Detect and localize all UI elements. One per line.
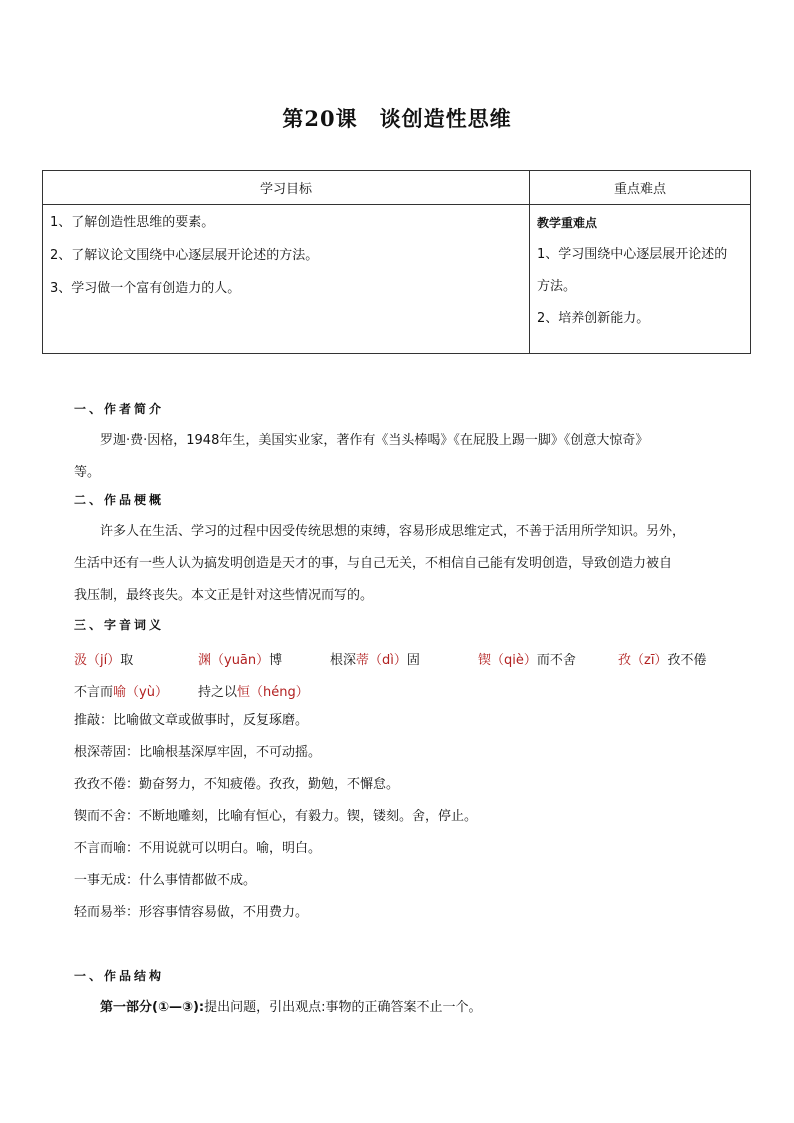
key-points-header: 重点难点 xyxy=(530,171,751,205)
key-point-item: 1、学习围绕中心逐层展开论述的 xyxy=(537,247,728,262)
vocab-word: 不言而喻（yù） xyxy=(74,685,168,700)
vocab-section xyxy=(74,609,744,929)
section-heading: 三、字音词义 xyxy=(74,618,165,632)
goals-header: 学习目标 xyxy=(43,171,530,205)
definition-line: 孜孜不倦：勤奋努力，不知疲倦。孜孜，勤勉，不懈怠。 xyxy=(74,777,400,792)
definition-line: 根深蒂固：比喻根基深厚牢固，不可动摇。 xyxy=(74,745,322,760)
text-line: 罗迦·费·因格，1948年生，美国实业家，著作有《当头棒喝》《在屁股上踢一脚》《创意大惊奇》 xyxy=(100,433,649,448)
summary-section xyxy=(74,484,744,612)
vocab-word: 渊（yuān）博 xyxy=(198,653,283,668)
definition-line: 一事无成：什么事情都做不成。 xyxy=(74,873,257,888)
page-title xyxy=(0,103,794,133)
part-text: 提出问题，引出观点:事物的正确答案不止一个。 xyxy=(204,1000,482,1015)
vocab-word: 孜（zī）孜不倦 xyxy=(618,653,707,668)
text-line: 等。 xyxy=(74,465,101,480)
lesson-number: 第20课 xyxy=(282,106,358,131)
section-heading: 一、作品结构 xyxy=(74,969,165,983)
author-text xyxy=(74,425,744,457)
section-heading: 二、作品梗概 xyxy=(74,493,165,507)
vocab-word: 锲（qiè）而不舍 xyxy=(478,653,576,668)
key-points-cell xyxy=(530,205,751,354)
goal-item: 3、学习做一个富有创造力的人。 xyxy=(50,281,241,296)
text-line: 我压制，最终丧失。本文正是针对这些情况而写的。 xyxy=(74,588,374,603)
key-point-item: 方法。 xyxy=(537,279,577,294)
pronunciation-row xyxy=(74,641,744,673)
lesson-name: 谈创造性思维 xyxy=(379,106,512,131)
text-line: 许多人在生活、学习的过程中因受传统思想的束缚，容易形成思维定式，不善于活用所学知识。另外， xyxy=(100,524,686,539)
section-heading: 一、作者简介 xyxy=(74,402,165,416)
goals-cell xyxy=(43,205,530,354)
goal-item: 2、了解议论文围绕中心逐层展开论述的方法。 xyxy=(50,248,319,263)
definition-line: 锲而不舍：不断地雕刻，比喻有恒心，有毅力。锲，镂刻。舍，停止。 xyxy=(74,809,478,824)
vocab-word: 汲（jí）取 xyxy=(74,653,134,668)
vocab-word: 根深蒂（dì）固 xyxy=(330,653,420,668)
author-section xyxy=(74,393,744,489)
text-line: 生活中还有一些人认为搞发明创造是天才的事，与自己无关，不相信自己能有发明创造，导致创造力被自 xyxy=(74,556,673,571)
part-label: 第一部分(①—③): xyxy=(100,1000,205,1015)
definition-line: 推敲：比喻做文章或做事时，反复琢磨。 xyxy=(74,713,309,728)
goals-table xyxy=(42,170,751,354)
goal-item: 1、了解创造性思维的要素。 xyxy=(50,215,215,230)
key-point-item: 2、培养创新能力。 xyxy=(537,311,650,326)
structure-part xyxy=(74,992,744,1024)
pronunciation-row xyxy=(74,673,744,705)
structure-section xyxy=(74,960,744,1024)
key-points-title: 教学重难点 xyxy=(537,216,598,230)
vocab-word: 持之以恒（héng） xyxy=(198,685,309,700)
definition-line: 轻而易举：形容事情容易做，不用费力。 xyxy=(74,905,309,920)
definition-line: 不言而喻：不用说就可以明白。喻，明白。 xyxy=(74,841,322,856)
